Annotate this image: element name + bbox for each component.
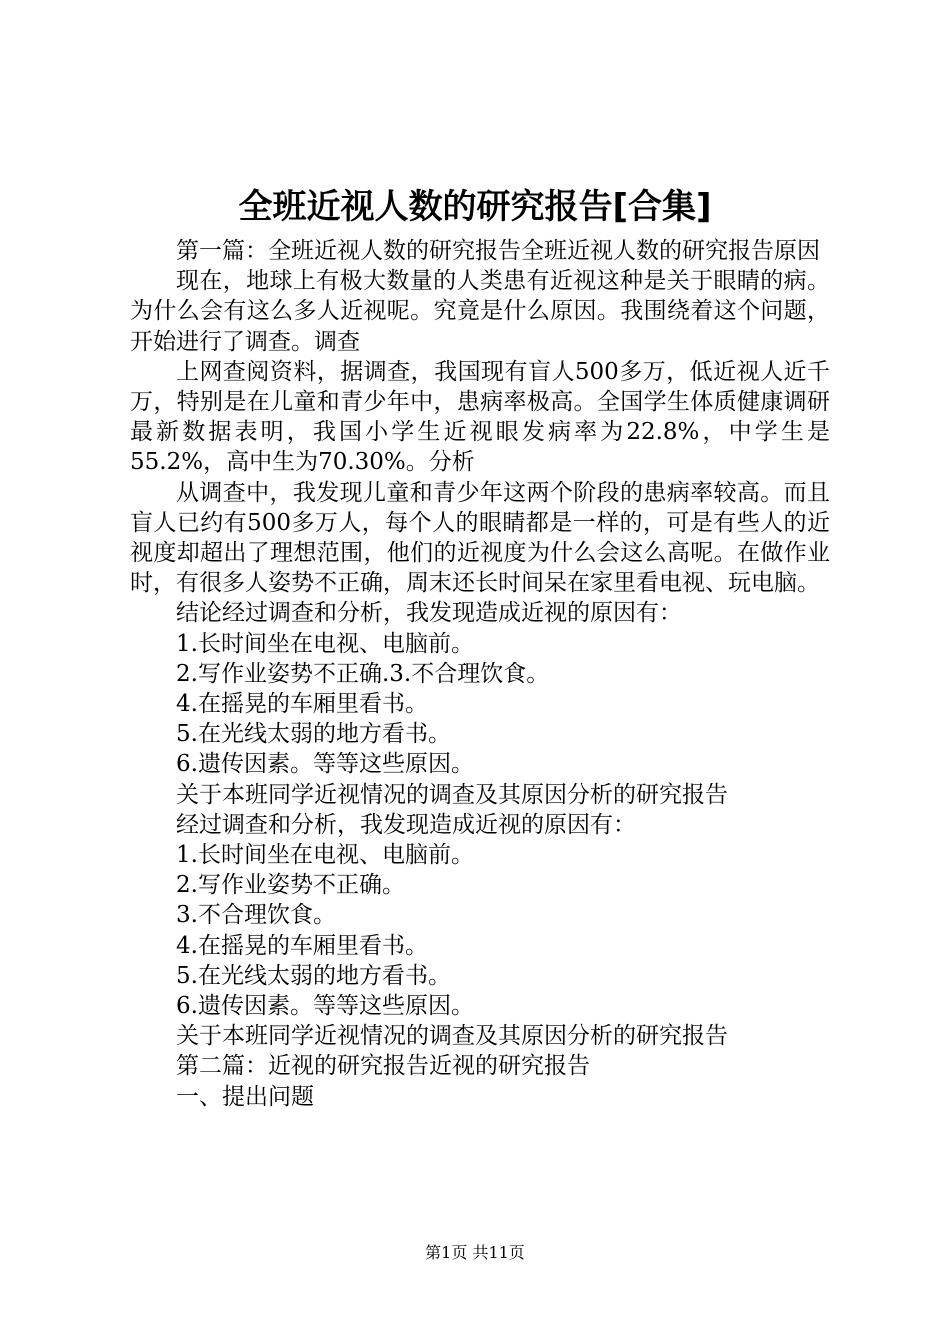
list-item: 4.在摇晃的车厢里看书。 (176, 691, 428, 718)
list-item: 1.长时间坐在电视、电脑前。 (176, 842, 474, 869)
paragraph: 从调查中，我发现儿童和青少年这两个阶段的患病率较高。而且盲人已约有500多万人，每个人的眼睛都是一样的，可是有些人的近视度却超出了理想范围，他们的近视度为什么会这么高呢。在做作业时，有很多人姿势不正确，周末还长时间呆在家里看电视、玩电脑。 (130, 479, 830, 597)
list-item: 5.在光线太弱的地方看书。 (176, 962, 451, 989)
document-title: 全班近视人数的研究报告[合集] (238, 187, 712, 227)
list-item: 4.在摇晃的车厢里看书。 (176, 932, 428, 959)
paragraph: 结论经过调查和分析，我发现造成近视的原因有： (176, 600, 682, 627)
paragraph: 现在，地球上有极大数量的人类患有近视这种是关于眼睛的病。为什么会有这么多人近视呢。究竟是什么原因。我围绕着这个问题，开始进行了调查。调查 (130, 268, 830, 355)
list-item: 2.写作业姿势不正确。 (176, 872, 405, 899)
list-item: 1.长时间坐在电视、电脑前。 (176, 630, 474, 657)
paragraph: 上网查阅资料，据调查，我国现有盲人500多万，低近视人近千万，特别是在儿童和青少年中，患病率极高。全国学生体质健康调研最新数据表明，我国小学生近视眼发病率为22.8%，中学生是55.2%，高中生为70.30%。分析 (130, 358, 830, 476)
page-number: 第1页 共11页 (425, 1243, 525, 1262)
list-item: 6.遗传因素。等等这些原因。 (176, 751, 474, 778)
paragraph: 第一篇：全班近视人数的研究报告全班近视人数的研究报告原因 (176, 238, 820, 264)
paragraph: 关于本班同学近视情况的调查及其原因分析的研究报告 (176, 1023, 728, 1050)
list-item: 5.在光线太弱的地方看书。 (176, 721, 451, 748)
section-heading: 一、提出问题 (176, 1083, 314, 1110)
section-heading: 第二篇：近视的研究报告近视的研究报告 (176, 1053, 590, 1080)
list-item: 6.遗传因素。等等这些原因。 (176, 993, 474, 1020)
document-body (130, 236, 830, 1112)
list-item: 3.不合理饮食。 (176, 902, 336, 929)
paragraph: 关于本班同学近视情况的调查及其原因分析的研究报告 (176, 781, 728, 808)
list-item: 2.写作业姿势不正确.3.不合理饮食。 (176, 660, 550, 687)
paragraph: 经过调查和分析，我发现造成近视的原因有： (176, 811, 636, 838)
